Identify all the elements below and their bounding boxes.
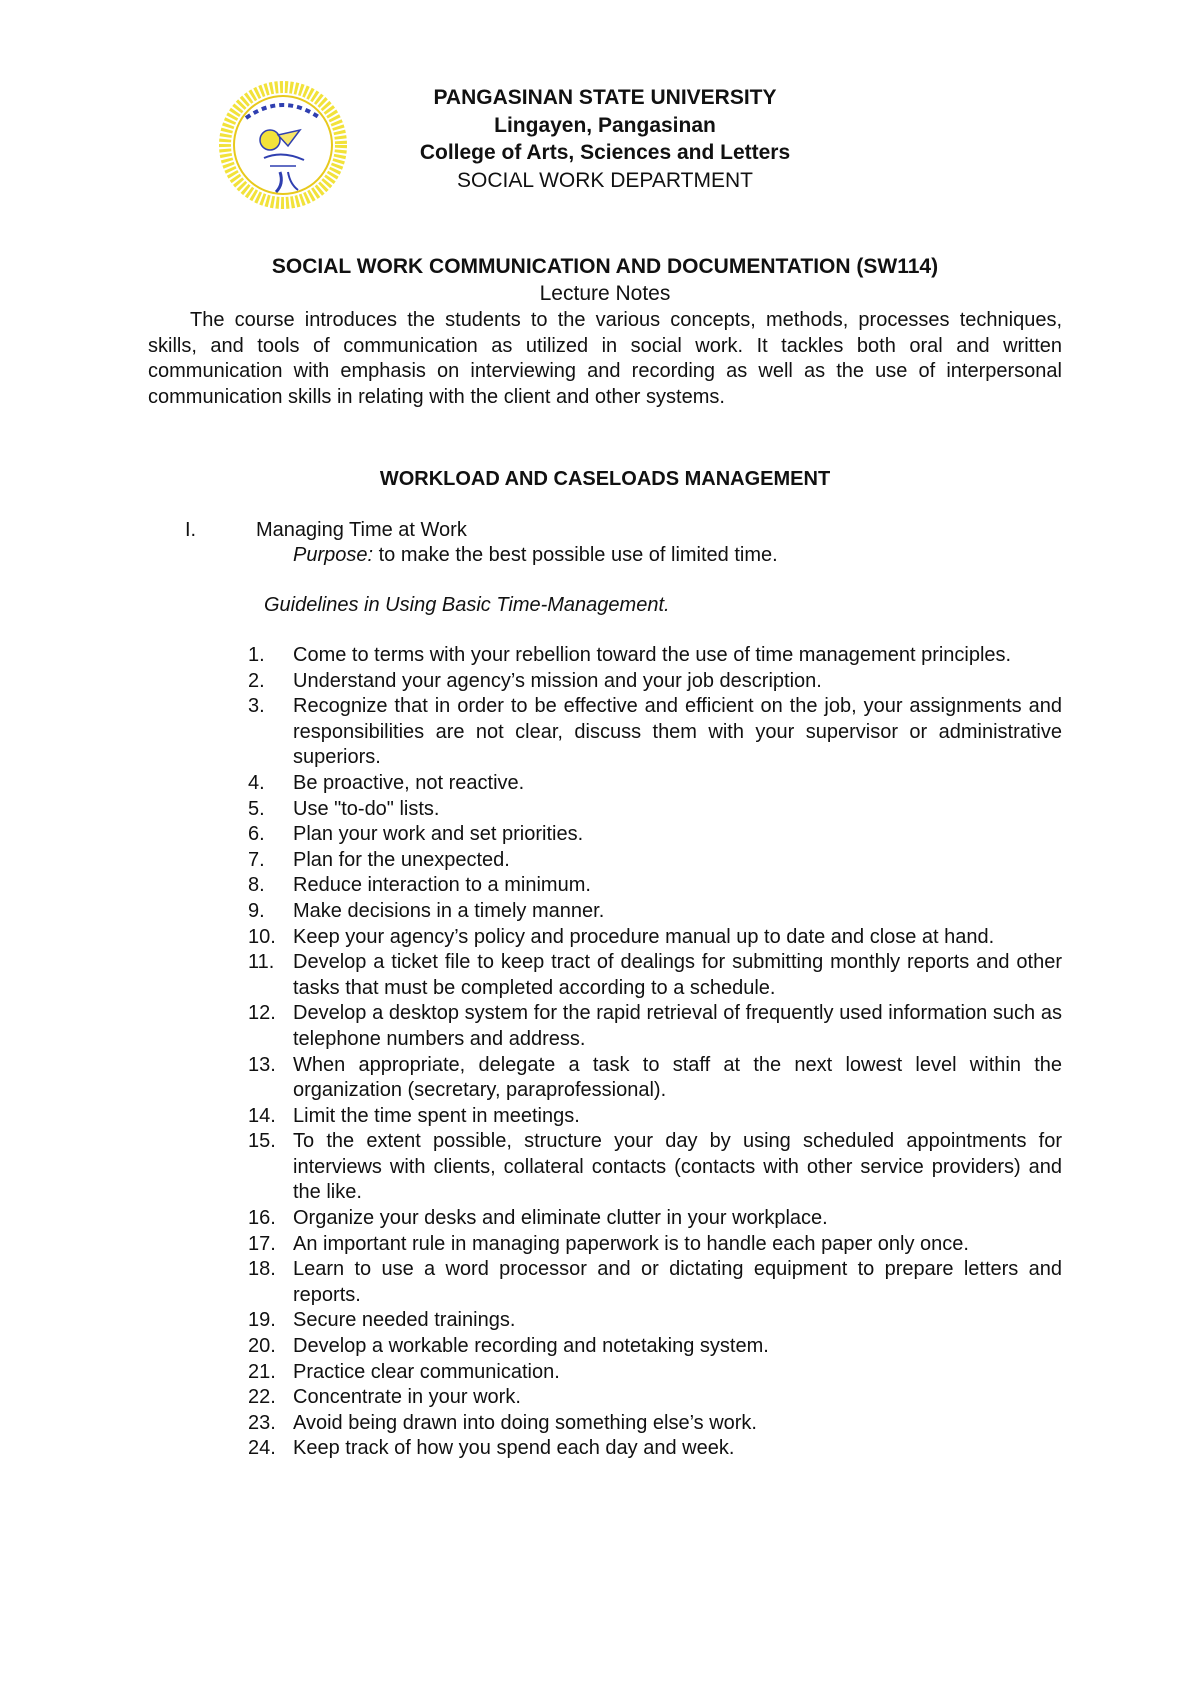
list-item xyxy=(248,1104,1062,1130)
list-item xyxy=(248,950,1062,1001)
purpose-text: to make the best possible use of limited time. xyxy=(373,544,778,566)
course-title: SOCIAL WORK COMMUNICATION AND DOCUMENTATION (SW114) xyxy=(271,255,939,278)
list-item xyxy=(248,899,1062,925)
list-item-text: Concentrate in your work. xyxy=(293,1386,521,1409)
list-item-text: Develop a ticket file to keep tract of dealings for submitting monthly reports and other tasks that must be completed according to a schedule. xyxy=(293,951,1062,999)
list-item xyxy=(248,694,1062,771)
list-item-number: 11. xyxy=(248,951,275,974)
list-item xyxy=(248,925,1062,951)
list-item-text: Come to terms with your rebellion toward the use of time management principles. xyxy=(293,644,1012,666)
list-item xyxy=(248,1206,1062,1232)
list-item-number: 10. xyxy=(248,925,276,948)
list-item-number: 16. xyxy=(248,1207,276,1230)
list-item-text: Use "to-do" lists. xyxy=(293,797,440,820)
list-item-number: 22. xyxy=(248,1386,276,1409)
list-item xyxy=(248,643,1062,669)
list-item-text: Plan for the unexpected. xyxy=(293,848,510,871)
header xyxy=(360,84,850,194)
list-item-number: 4. xyxy=(248,771,265,794)
list-item xyxy=(248,822,1062,848)
list-item-text: Avoid being drawn into doing something else’s work. xyxy=(293,1411,757,1434)
list-item-text: Recognize that in order to be effective and efficient on the job, your assignments and responsibilities are not clear, discuss them with your supervisor or administrative superiors. xyxy=(293,695,1062,769)
list-item-text: Develop a workable recording and notetaking system. xyxy=(293,1335,769,1358)
course-description: The course introduces the students to the various concepts, methods, processes techniques, skills, and tools of communication as utilized in social work. It tackles both oral and written communication with emphasis on interviewing and recording as well as the use of interpersonal communication skills in relating with the client and other systems. xyxy=(148,309,1062,408)
list-item-number: 15. xyxy=(248,1130,276,1153)
list-item-number: 9. xyxy=(248,899,265,922)
list-item-number: 21. xyxy=(248,1360,276,1383)
list-item xyxy=(248,1334,1062,1360)
purpose-label: Purpose: xyxy=(293,544,374,566)
guidelines-heading: Guidelines in Using Basic Time-Management. xyxy=(264,594,670,616)
list-item-text: Secure needed trainings. xyxy=(293,1309,516,1332)
list-item-number: 19. xyxy=(248,1309,276,1332)
list-item xyxy=(248,873,1062,899)
list-item-text: Make decisions in a timely manner. xyxy=(293,899,605,922)
list-item-number: 12. xyxy=(248,1002,276,1025)
list-item xyxy=(248,1411,1062,1437)
list-item xyxy=(248,669,1062,695)
list-item-text: When appropriate, delegate a task to staff at the next lowest level within the organization (secretary, paraprofessional). xyxy=(293,1053,1062,1102)
guideline-list xyxy=(248,643,1062,1462)
list-item-number: 5. xyxy=(248,797,265,820)
list-item xyxy=(248,1308,1062,1334)
university-seal-icon xyxy=(218,80,348,210)
list-item-number: 17. xyxy=(248,1232,276,1255)
list-item xyxy=(248,1232,1062,1258)
list-item-text: Plan your work and set priorities. xyxy=(293,823,584,846)
list-item-text: Reduce interaction to a minimum. xyxy=(293,874,591,897)
list-item-text: Keep track of how you spend each day and week. xyxy=(293,1437,735,1460)
list-item-number: 13. xyxy=(248,1053,276,1076)
list-item xyxy=(248,1257,1062,1308)
list-item-number: 7. xyxy=(248,848,265,871)
list-item xyxy=(248,797,1062,823)
list-item xyxy=(248,1129,1062,1206)
course-subtitle: Lecture Notes xyxy=(539,282,671,305)
list-item-number: 2. xyxy=(248,669,265,692)
section-title: WORKLOAD AND CASELOADS MANAGEMENT xyxy=(379,468,831,490)
list-item-number: 3. xyxy=(248,695,265,718)
department-name: SOCIAL WORK DEPARTMENT xyxy=(457,168,753,192)
college-name: College of Arts, Sciences and Letters xyxy=(419,141,791,164)
list-item-text: To the extent possible, structure your day by using scheduled appointments for interviews with clients, collateral contacts (contacts with other service providers) and the like. xyxy=(293,1130,1062,1204)
list-item-number: 23. xyxy=(248,1411,276,1434)
list-item-text: Understand your agency’s mission and your job description. xyxy=(293,669,822,692)
campus-location: Lingayen, Pangasinan xyxy=(494,113,716,137)
list-item-text: Limit the time spent in meetings. xyxy=(293,1104,580,1127)
list-item-number: 18. xyxy=(248,1258,276,1281)
list-item-text: An important rule in managing paperwork is to handle each paper only once. xyxy=(293,1232,969,1255)
list-item-number: 24. xyxy=(248,1437,276,1460)
list-item-number: 1. xyxy=(248,644,265,666)
list-item-text: Organize your desks and eliminate clutter in your workplace. xyxy=(293,1207,828,1230)
list-item-number: 20. xyxy=(248,1335,276,1358)
roman-numeral: I. xyxy=(185,519,197,541)
list-item-text: Develop a desktop system for the rapid retrieval of frequently used information such as telephone numbers and address. xyxy=(293,1002,1062,1050)
list-item-text: Learn to use a word processor and or dictating equipment to prepare letters and reports. xyxy=(293,1258,1062,1306)
list-item-text: Keep your agency’s policy and procedure manual up to date and close at hand. xyxy=(293,925,995,948)
list-item-text: Be proactive, not reactive. xyxy=(293,771,525,794)
list-item xyxy=(248,1053,1062,1104)
purpose-line xyxy=(293,542,778,568)
list-item-number: 8. xyxy=(248,874,265,897)
list-item xyxy=(248,1436,1062,1462)
list-item xyxy=(248,771,1062,797)
subsection-heading: Managing Time at Work xyxy=(256,519,467,541)
list-item-number: 6. xyxy=(248,823,265,846)
list-item-number: 14. xyxy=(248,1104,276,1127)
list-item xyxy=(248,1360,1062,1386)
list-item xyxy=(248,848,1062,874)
university-name: PANGASINAN STATE UNIVERSITY xyxy=(433,86,777,109)
list-item xyxy=(248,1001,1062,1052)
list-item-text: Practice clear communication. xyxy=(293,1360,560,1383)
list-item xyxy=(248,1385,1062,1411)
